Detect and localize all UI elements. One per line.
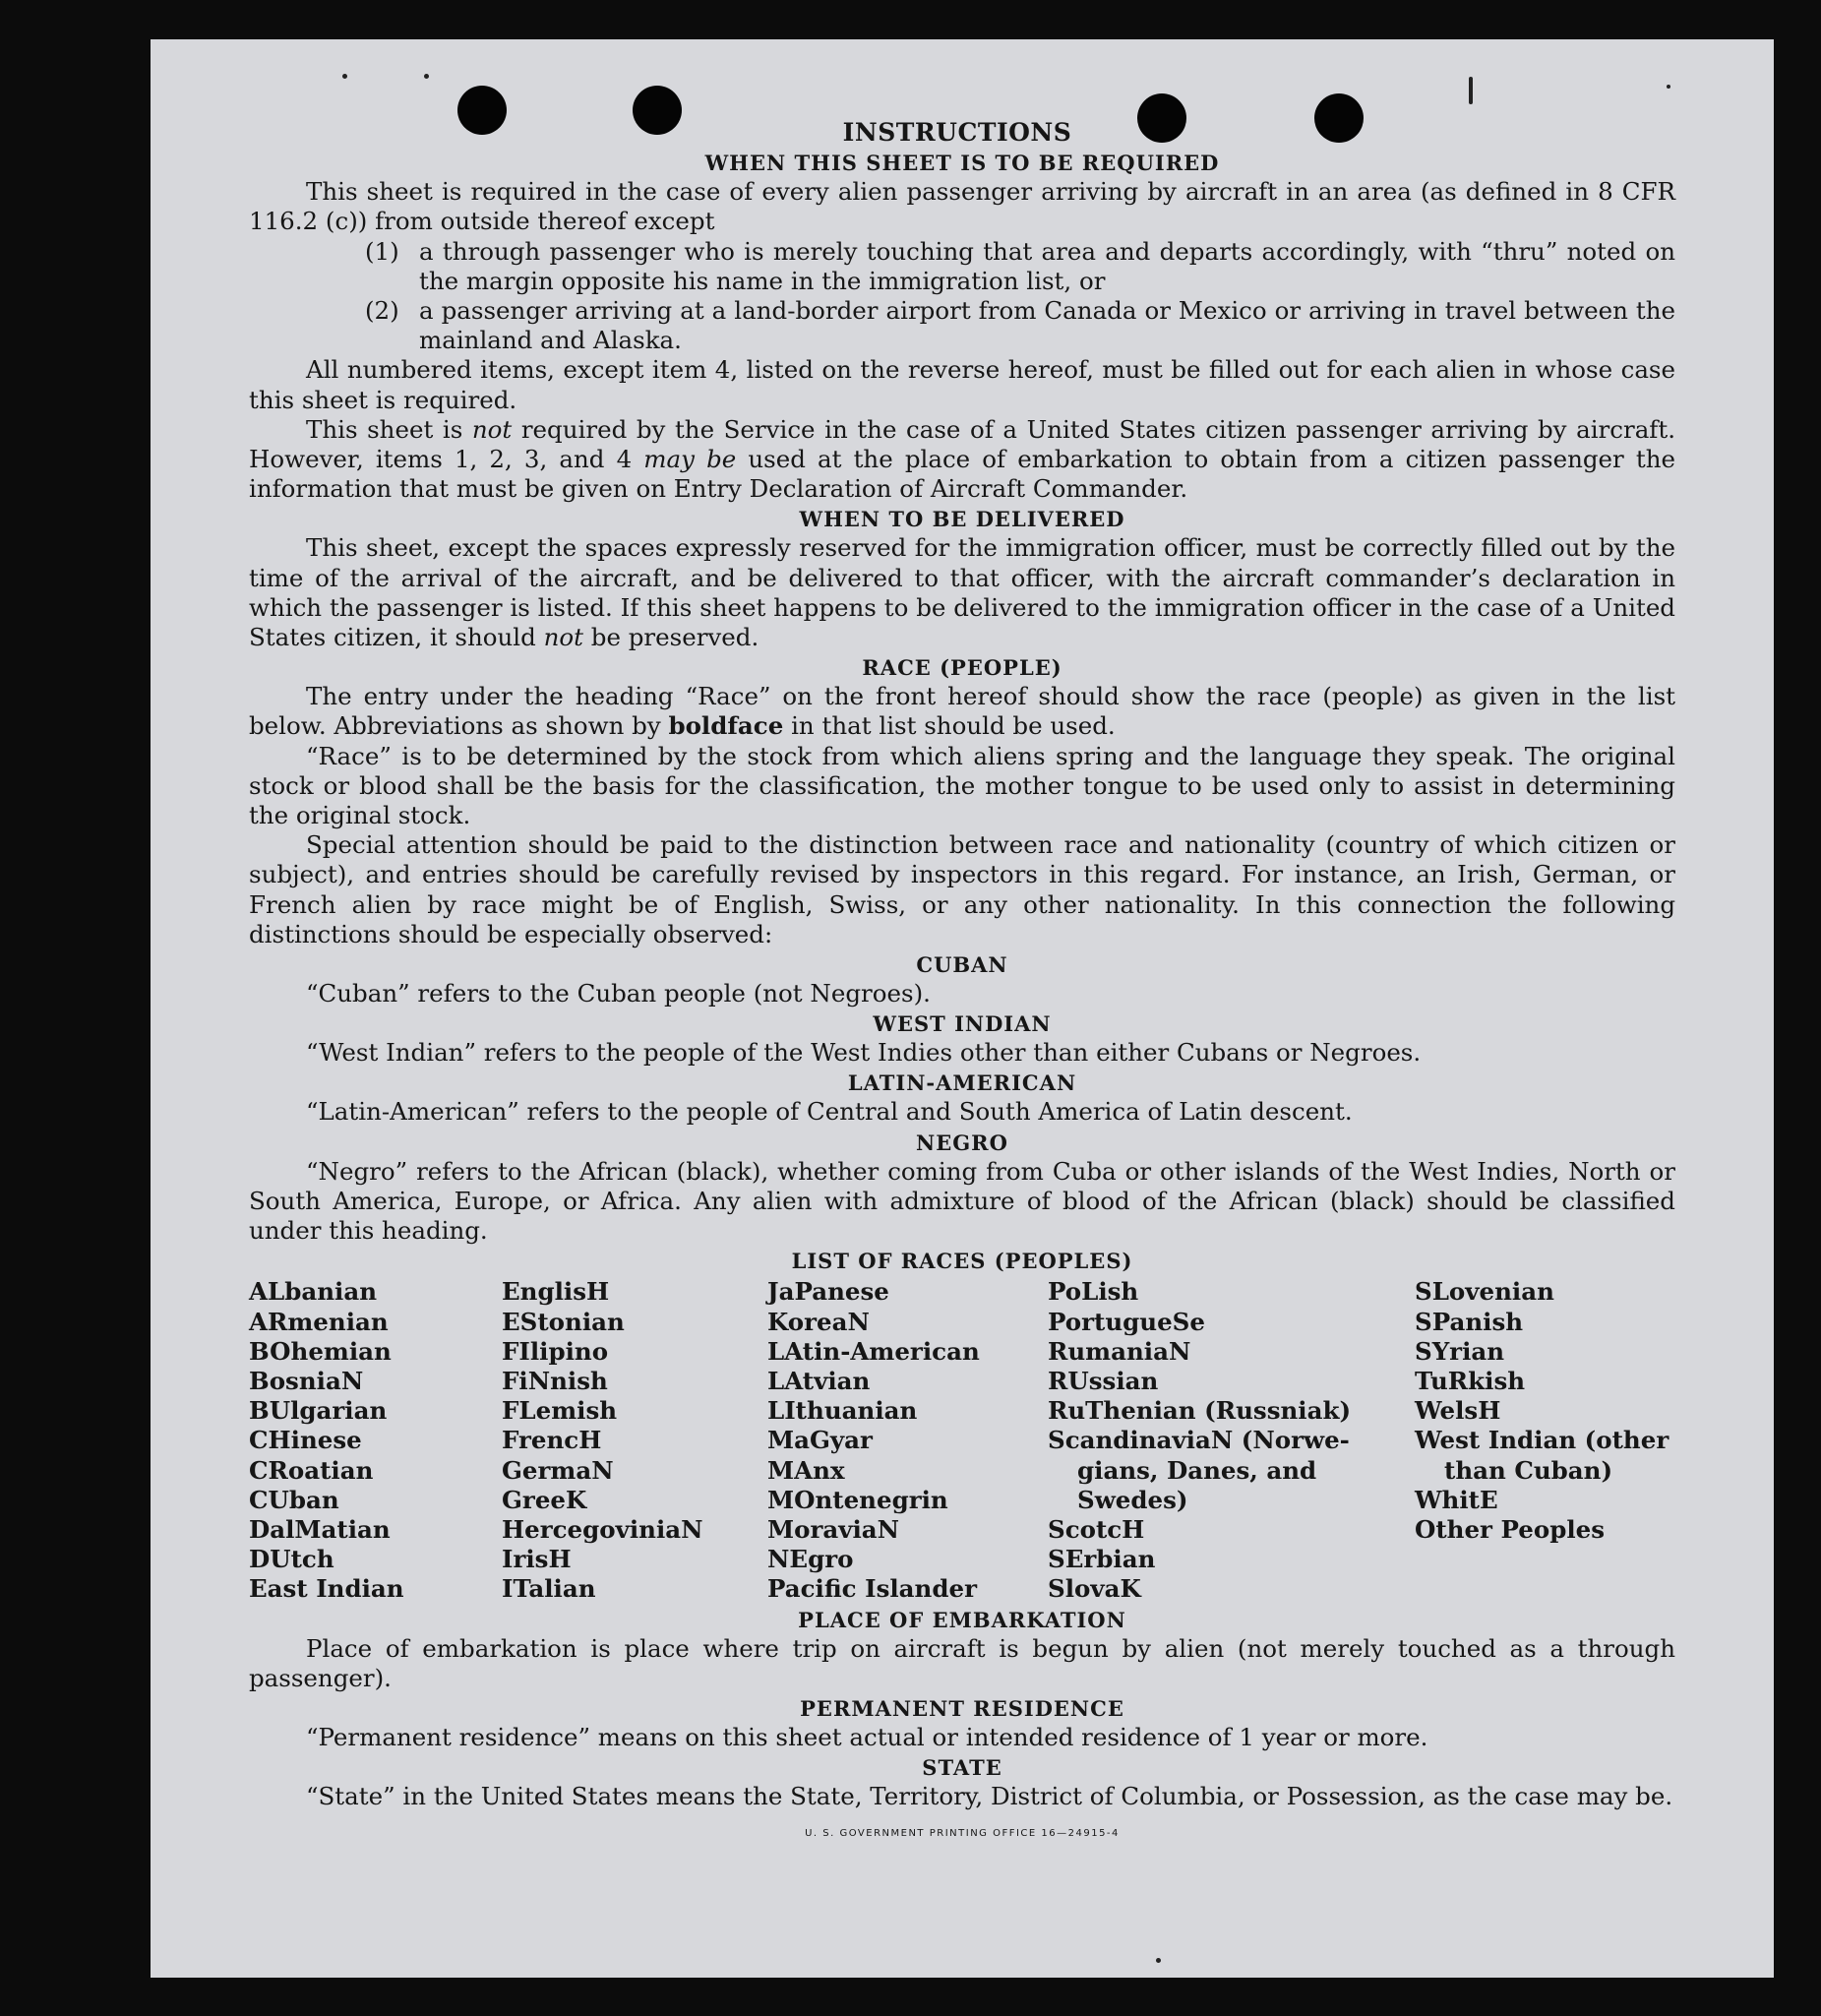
race-entry: FIlipino (502, 1336, 609, 1366)
list-text: a through passenger who is merely touching that area and departs accordingly, with “thru” noted on the margin opposite his name in the immigration list, or (419, 236, 1675, 295)
race-entry: RUssian (1048, 1366, 1159, 1395)
race-entry: PortugueSe (1048, 1307, 1205, 1336)
race-entry: West Indian (other (1415, 1426, 1669, 1455)
race-entry: East Indian (249, 1574, 404, 1604)
text-run: used at the place of embarkation to obtain from a citizen passenger the information that must be given on Entry Declaration of Aircraft Commander. (249, 445, 1675, 504)
race-entry: LAtvian (767, 1366, 871, 1395)
race-entry: BUlgarian (249, 1396, 388, 1426)
race-entry: DUtch (249, 1545, 334, 1574)
section-heading: CUBAN (916, 952, 1008, 978)
section-heading: PERMANENT RESIDENCE (800, 1695, 1124, 1721)
instructions-content (249, 118, 1675, 1850)
race-entry: MAnx (767, 1455, 845, 1485)
text-run: be preserved. (582, 623, 759, 652)
speck (1156, 1958, 1161, 1963)
paragraph: “State” in the United States means the State, Territory, District of Columbia, or Possession, as the case may be. (306, 1782, 1673, 1811)
race-entry: PoLish (1048, 1277, 1139, 1307)
emphasis: not (471, 414, 513, 444)
paragraph: “West Indian” refers to the people of the West Indies other than either Cubans or Negroes. (306, 1038, 1422, 1068)
emphasis: may be (643, 445, 737, 474)
race-entry: KoreaN (767, 1307, 870, 1336)
list-number: (2) (365, 296, 399, 326)
race-entry: ITalian (502, 1574, 596, 1604)
text-run: The entry under the heading “Race” on the front hereof should show the race (people) as given in the list below. Abbreviations as shown by (249, 682, 1675, 741)
paragraph: All numbered items, except item 4, listed on the reverse hereof, must be filled out for each alien in whose case this sheet is required. (249, 355, 1675, 414)
printer-imprint: U. S. GOVERNMENT PRINTING OFFICE 16—24915-4 (805, 1828, 1120, 1840)
paragraph: “Cuban” refers to the Cuban people (not Negroes). (306, 979, 931, 1008)
race-entry: MoraviaN (767, 1514, 900, 1544)
text-run: This sheet is (306, 414, 472, 444)
races-list (249, 1277, 1675, 1604)
text-run: in that list should be used. (783, 711, 1116, 741)
race-entry: BosniaN (249, 1366, 364, 1395)
race-entry: FLemish (502, 1396, 618, 1426)
race-entry: NEgro (767, 1545, 854, 1574)
race-entry: RuThenian (Russniak) (1048, 1396, 1352, 1426)
list-number: (1) (365, 236, 399, 266)
speck (342, 74, 347, 79)
paragraph: “Latin-American” refers to the people of Central and South America of Latin descent. (306, 1097, 1353, 1127)
race-entry: CUban (249, 1485, 339, 1514)
race-entry: JaPanese (767, 1277, 889, 1307)
race-entry: MOntenegrin (767, 1485, 948, 1514)
paragraph: Special attention should be paid to the distinction between race and nationality (country of which citizen or subject), and entries should be carefully revised by inspectors in this regard. For instance, an Irish, German, or French alien by race might be of English, Swiss, or any other nationality. In this connection the following distinctions should be especially observed: (249, 830, 1675, 948)
race-entry: WhitE (1415, 1485, 1498, 1514)
race-entry: ARmenian (249, 1307, 389, 1336)
race-entry: IrisH (502, 1545, 572, 1574)
race-entry: RumaniaN (1048, 1336, 1191, 1366)
race-entry: ScotcH (1048, 1514, 1145, 1544)
document-sheet (151, 39, 1774, 1978)
list-item (365, 296, 1675, 355)
race-entry: SlovaK (1048, 1574, 1141, 1604)
text-run: This sheet, except the spaces expressly reserved for the immigration officer, must be correctly filled out by the time of the arrival of the aircraft, and be delivered to that officer, with the aircraft commander’s declaration in which the passenger is listed. If this sheet happens to be delivered to the immigration officer in the case of a United States citizen, it should (249, 533, 1675, 652)
paragraph: “Race” is to be determined by the stock from which aliens spring and the language they speak. The original stock or blood shall be the basis for the classification, the mother tongue to be used only to assist in determining the original stock. (249, 741, 1675, 830)
race-entry: gians, Danes, and (1077, 1455, 1317, 1485)
section-heading: WHEN TO BE DELIVERED (799, 507, 1125, 532)
speck (424, 74, 429, 79)
paragraph: Place of embarkation is place where trip on aircraft is begun by alien (not merely touched as a through passenger). (249, 1633, 1675, 1692)
race-entry: CRoatian (249, 1455, 374, 1485)
races-column (767, 1277, 1048, 1604)
race-entry: WelsH (1415, 1396, 1501, 1426)
speck (1667, 85, 1670, 89)
race-entry: EnglisH (502, 1277, 610, 1307)
race-entry: BOhemian (249, 1336, 392, 1366)
race-entry: SPanish (1415, 1307, 1524, 1336)
section-heading: WHEN THIS SHEET IS TO BE REQUIRED (704, 151, 1220, 176)
race-entry: GermaN (502, 1455, 614, 1485)
paragraph (249, 533, 1675, 652)
race-entry: Pacific Islander (767, 1574, 977, 1604)
races-column (502, 1277, 767, 1604)
section-heading: PLACE OF EMBARKATION (798, 1607, 1126, 1632)
paragraph (249, 682, 1675, 741)
race-entry: CHinese (249, 1426, 362, 1455)
race-entry: DalMatian (249, 1514, 391, 1544)
section-heading: STATE (922, 1755, 1002, 1781)
races-column (1415, 1277, 1675, 1604)
section-heading: LIST OF RACES (PEOPLES) (791, 1249, 1133, 1274)
race-entry: HercegoviniaN (502, 1514, 703, 1544)
race-entry: Other Peoples (1415, 1514, 1606, 1544)
text-run: required by the Service in the case of a United States citizen passenger arriving by aircraft. However, items 1, 2, 3, and 4 (249, 414, 1676, 474)
race-entry: than Cuban) (1444, 1455, 1613, 1485)
race-entry: MaGyar (767, 1426, 873, 1455)
section-heading: LATIN-AMERICAN (847, 1070, 1077, 1096)
races-column (1048, 1277, 1415, 1604)
race-entry: LIthuanian (767, 1396, 918, 1426)
race-entry: GreeK (502, 1485, 587, 1514)
race-entry: ALbanian (249, 1277, 378, 1307)
race-entry: TuRkish (1415, 1366, 1526, 1395)
race-entry: FrencH (502, 1426, 602, 1455)
speck (1469, 77, 1473, 104)
paragraph: “Permanent residence” means on this sheet actual or intended residence of 1 year or more. (306, 1722, 1428, 1751)
list-text: a passenger arriving at a land-border airport from Canada or Mexico or arriving in travel between the mainland and Alaska. (419, 296, 1675, 355)
page-title: INSTRUCTIONS (842, 118, 1072, 147)
race-entry: LAtin-American (767, 1336, 980, 1366)
race-entry: EStonian (502, 1307, 625, 1336)
paragraph: “Negro” refers to the African (black), whether coming from Cuba or other islands of the West Indies, North or South America, Europe, or Africa. Any alien with admixture of blood of the African (black) should be classified under this heading. (249, 1156, 1675, 1246)
bold-text: boldface (668, 711, 784, 741)
emphasis: not (543, 623, 583, 652)
section-heading: NEGRO (916, 1130, 1008, 1155)
list-item (365, 237, 1675, 296)
paragraph (249, 415, 1675, 505)
section-heading: RACE (PEOPLE) (862, 655, 1062, 681)
race-entry: ScandinaviaN (Norwe- (1048, 1426, 1350, 1455)
paragraph: This sheet is required in the case of every alien passenger arriving by aircraft in an area (as defined in 8 CFR 116.2 (c)) from outside thereof except (249, 177, 1675, 236)
races-column (249, 1277, 502, 1604)
race-entry: SLovenian (1415, 1277, 1554, 1307)
section-heading: WEST INDIAN (873, 1011, 1052, 1037)
race-entry: FiNnish (502, 1366, 608, 1395)
race-entry: Swedes) (1077, 1485, 1188, 1514)
race-entry: SYrian (1415, 1336, 1505, 1366)
race-entry: SErbian (1048, 1545, 1156, 1574)
